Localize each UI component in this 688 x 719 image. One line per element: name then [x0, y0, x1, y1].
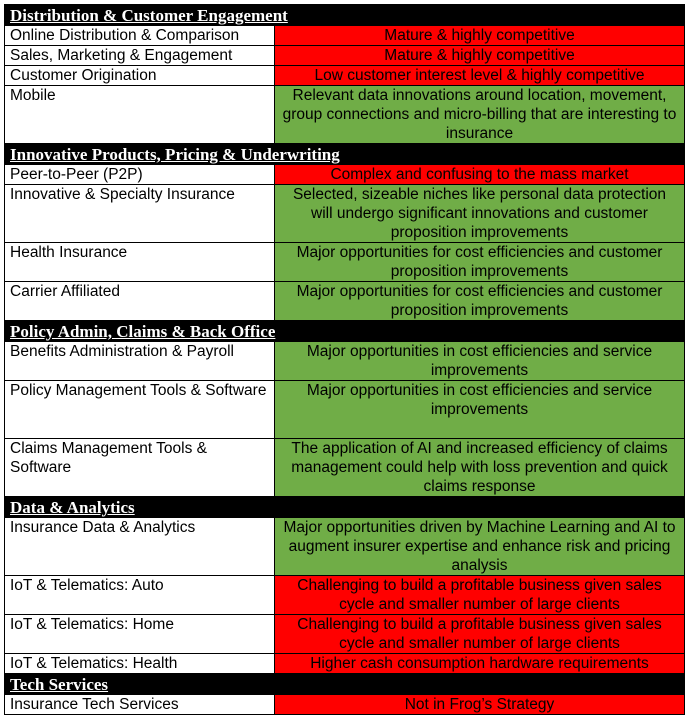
row-assessment: Higher cash consumption hardware requirements: [275, 654, 685, 674]
row-assessment: Not in Frog’s Strategy: [275, 695, 685, 715]
row-label: IoT & Telematics: Home: [5, 615, 275, 654]
table-row: [5, 86, 685, 144]
table-row: [5, 282, 685, 321]
row-assessment: Challenging to build a profitable business given sales cycle and smaller number of large clients: [275, 576, 685, 615]
row-label: Peer-to-Peer (P2P): [5, 165, 275, 185]
row-label: Claims Management Tools & Software: [5, 439, 275, 497]
table-row: [5, 695, 685, 715]
table-row: [5, 654, 685, 674]
row-assessment: Mature & highly competitive: [275, 46, 685, 66]
table-row: [5, 381, 685, 439]
section-header: [5, 144, 685, 165]
table-row: [5, 615, 685, 654]
table-row: [5, 518, 685, 576]
row-assessment: Major opportunities for cost efficiencies and customer proposition improvements: [275, 243, 685, 282]
row-assessment: Complex and confusing to the mass market: [275, 165, 685, 185]
section-header: [5, 674, 685, 695]
row-assessment: Major opportunities in cost efficiencies and service improvements: [275, 342, 685, 381]
table-row: [5, 26, 685, 46]
row-label: IoT & Telematics: Health: [5, 654, 275, 674]
row-label: IoT & Telematics: Auto: [5, 576, 275, 615]
row-label: Online Distribution & Comparison: [5, 26, 275, 46]
section-header: [5, 321, 685, 342]
section-header: [5, 497, 685, 518]
row-label: Insurance Data & Analytics: [5, 518, 275, 576]
row-label: Customer Origination: [5, 66, 275, 86]
row-label: Insurance Tech Services: [5, 695, 275, 715]
table-row: [5, 185, 685, 243]
row-assessment: Selected, sizeable niches like personal data protection will undergo significant innovations and customer proposition improvements: [275, 185, 685, 243]
row-label: Health Insurance: [5, 243, 275, 282]
row-label: Innovative & Specialty Insurance: [5, 185, 275, 243]
section-title: Policy Admin, Claims & Back Office: [10, 322, 276, 341]
row-assessment: The application of AI and increased efficiency of claims management could help with loss prevention and quick claims response: [275, 439, 685, 497]
table-row: [5, 165, 685, 185]
row-assessment: Mature & highly competitive: [275, 26, 685, 46]
section-title: Innovative Products, Pricing & Underwriting: [10, 145, 340, 164]
row-assessment: Low customer interest level & highly competitive: [275, 66, 685, 86]
section-title: Distribution & Customer Engagement: [10, 6, 288, 25]
table-row: [5, 66, 685, 86]
table-row: [5, 342, 685, 381]
row-label: Carrier Affiliated: [5, 282, 275, 321]
row-label: Sales, Marketing & Engagement: [5, 46, 275, 66]
row-assessment: Major opportunities in cost efficiencies and service improvements: [275, 381, 685, 439]
row-label: Policy Management Tools & Software: [5, 381, 275, 439]
row-assessment: Major opportunities driven by Machine Learning and AI to augment insurer expertise and enhance risk and pricing analysis: [275, 518, 685, 576]
section-title: Tech Services: [10, 675, 109, 694]
row-label: Benefits Administration & Payroll: [5, 342, 275, 381]
assessment-table: [4, 4, 685, 715]
row-assessment: Major opportunities for cost efficiencies and customer proposition improvements: [275, 282, 685, 321]
table-row: [5, 243, 685, 282]
table-row: [5, 576, 685, 615]
row-assessment: Challenging to build a profitable business given sales cycle and smaller number of large clients: [275, 615, 685, 654]
row-label: Mobile: [5, 86, 275, 144]
table-row: [5, 439, 685, 497]
section-header: [5, 5, 685, 26]
table-row: [5, 46, 685, 66]
row-assessment: Relevant data innovations around location, movement, group connections and micro-billing that are interesting to insurance: [275, 86, 685, 144]
section-title: Data & Analytics: [10, 498, 135, 517]
